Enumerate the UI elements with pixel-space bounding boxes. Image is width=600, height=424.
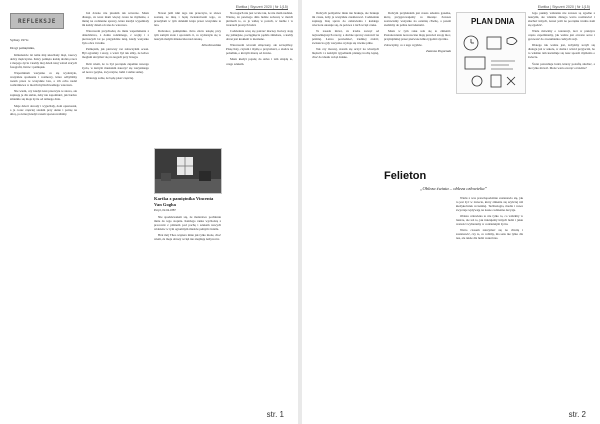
paragraph: Moje dzieci dorosły i wyjechały, dom opustoszał, a ja coraz częściej siadam przy oknie i patrzę na ulicę, po której kiedyś razem spacerowaliśmy.	[10, 103, 77, 116]
paragraph: Warto czasem zatrzymać się na chwilę i zastanowić, czy to, co robimy, ma sens nie tylko dla nas, ale także dla ludzi wokół nas.	[456, 228, 523, 241]
paragraph: Może w tym roku uda się to zmienić. Postanowienia noworoczne mają przecież swoją moc, przynajmniej przez pierwsze kilka tygodni stycznia.	[384, 29, 451, 42]
paragraph: Wiele mówimy o tolerancji, lecz w praktyce często zapominamy, jak ważne jest otwarte serce i gotowość do zrozumienia cudzych racji.	[528, 29, 595, 42]
paragraph: Ta zasada mówi, że trzeba zacząć od najważniejszych rzeczy, a drobne sprawy zostawić na później. Łatwo powiedzieć, trudniej zrobić, zwłaszcza gdy wszystko wydaje się równie pilne.	[312, 29, 379, 46]
paragraph: Dziś wiem, że to był początek zupełnie nowego życia, w którym musiałam nauczyć się wszystkiego od nowa: języka, zwyczajów, ludzi i siebie samej.	[82, 61, 149, 74]
column-1	[10, 11, 77, 118]
paragraph: Dlatego tak ważne jest, żebyśmy uczyli się dialogu już w szkole, w domu i wśród przyjaciół, bo to właśnie tam kształtuje się nasz sposób myślenia o świecie.	[528, 43, 595, 60]
paragraph: Tak czy inaczej, staram się uczyć na własnych błędach i z każdym tygodniem planuję trochę lepiej, choć do ideału wciąż daleko.	[312, 47, 379, 60]
article-heading: Kartka z pamiętnika Vincenta Van Gogha	[154, 196, 214, 207]
paragraph: Na nogach nie jest wcale tak, że nie mam nadziei. Wierzę, że pewnego dnia ludzie zobaczą w moich płótnach to, co ja widzę w polach, w niebie i w twarzach prostych ludzi.	[226, 11, 293, 28]
column-3	[456, 196, 523, 242]
paragraph: Zobaczymy, co z tego wyjdzie.	[384, 43, 423, 48]
paragraph: Brat mój Theo wspiera mnie jak tylko może, choć wiem, że moje obrazy wciąż nie znajdują nabywców.	[154, 233, 221, 242]
feuilleton-header	[384, 170, 523, 194]
column-2	[384, 11, 451, 55]
paragraph: Obiecuję sobie, że będę pisać częściej.	[86, 75, 134, 80]
author-signature: Zuzanna Pogorzała	[425, 49, 451, 54]
masthead-logo	[10, 13, 64, 29]
column-4	[528, 11, 595, 72]
paragraph: Dobrych pomysłów mnie nie brakuje, ale brakuje mi czasu, żeby je wszystkie zrealizować. Codziennie zapisuję listę spraw do załatwienia i każdego wieczoru okazuje się, że połowa z nich wciąż czeka.	[312, 11, 379, 28]
paragraph: Wspominam wszystko co się wydarzyło, wszystkie spotkania i rozmowy, które odbyliśmy razem przez te wszystkie lata, a ich echo nadal rozbrzmiewa w moich myślach każdego wieczoru.	[10, 71, 77, 88]
paragraph: Wielu z was prawdopodobnie zastanawia się, jak to jest żyć w świecie, który zmienia się szybciej niż kiedykolwiek wcześniej. Technologia, media i nowe zwyczaje wpływają na nasze codzienne decyzje.	[456, 196, 523, 213]
author-signature: Julia Kowalska	[201, 43, 221, 48]
column-1	[312, 11, 379, 62]
paragraph: Nie wiem, czy kiedyś ktoś przeczyta te słowa, ale zapisuję je dla siebie, żeby nie zapomnieć, jak bardzo zmieniło się moje życie od tamtego dnia.	[10, 89, 77, 102]
article-date: Paryż, 02.04.1887	[154, 208, 176, 213]
paragraph: Codziennie uczę się patrzeć inaczej. Kolory stają się jaśniejsze, pociągnięcia pędzla śmielsze, a każdy obraz jest krokiem w nieznane.	[226, 29, 293, 42]
page-left	[0, 0, 298, 424]
paragraph: Pamiętam, jak pierwszy raz zobaczyłam ocean. Był ogromny i szary, a wiatr był tak silny, że ledwo mogłam utrzymać się na nogach przy brzegu.	[82, 47, 149, 60]
paragraph: Dobranoc, pamiętniku. Jutro znów usiądę przy tym samym stole i opowiem ci, co wydarzyło się w naszym małym miasteczku nad zatoką.	[154, 29, 221, 42]
section-subtitle: „Obleza świata – obleza człowieka”	[419, 186, 488, 191]
page-right	[302, 0, 600, 424]
section-title: Felieton	[384, 170, 427, 182]
room-photo	[154, 148, 222, 194]
page-header: Elwitka | Styczeń 2020 | Nr 1(15)	[235, 5, 288, 9]
paragraph: Wieczorem wracam zmęczony, ale szczęśliwy. Piszę listy, czytam i myślę o przyszłości, o słońcu na południu, o którym marzę od dawna.	[226, 43, 293, 56]
dateline: Sydney 1971r.	[10, 38, 30, 42]
plan-title: PLAN DNIA	[471, 17, 515, 26]
paragraph: Świat potrzebuje ludzi, którzy potrafią słuchać, a nie tylko mówić. Może warto zacząć od siebie?	[528, 61, 595, 70]
column-4	[226, 11, 293, 68]
column-3-article	[154, 196, 221, 243]
page-header: Elwitka | Styczeń 2020 | Nr 1(15)	[537, 5, 590, 9]
salutation: Drogi pamiętniku,	[10, 46, 35, 50]
column-2	[82, 11, 149, 82]
paragraph: Może kiedyś pojadę do Arles i tam znajdę to, czego szukam.	[226, 57, 293, 66]
page-number: str. 2	[568, 410, 586, 419]
paragraph: Dobrym przykładem jest nasza szkolna gazetka, którą przygotowujemy co miesiąc. Zawsze zostawiamy wszystko na ostatnią chwilę, a potem siedzimy do późna nad tekstami.	[384, 11, 451, 28]
page-number: str. 1	[266, 410, 284, 419]
plan-illustration	[456, 12, 526, 94]
paragraph: Kilkanaście lat temu mój ukochany mąż, rasowy dobry mężczyzna. Który pamięta każdą drobną rzecz z mojego życia i każdy mój dzień tutaj wśród starych fotografii, listów i pamiątek.	[10, 53, 77, 70]
paragraph: Jego punkty widzenia nie zawsze są zgodne z naszymi, ale właśnie dlatego warto rozmawiać i słuchać innych, nawet jeśli na początku trudno nam się zgodzić.	[528, 11, 595, 28]
paragraph: Nie spodziewałem się, że malarstwo pochłonie mnie do tego stopnia. Każdego ranka wychodzę z pracowni z płótnem pod pachą i szukam nowych widoków w tym ogromnym mieście pełnym światła.	[154, 215, 221, 232]
paragraph: Nawet jeśli nikt tego nie przeczyta, te słowa zostaną ze mną i będą świadectwem tego, co przeżyłam w tym dalekim kraju przez wszystkie te lata.	[154, 11, 221, 28]
logo-text: REFLEKSJE	[18, 17, 56, 25]
column-3	[154, 11, 221, 49]
paragraph: Już dawno nie pisałam tak szczerze. Może dlatego, że teraz mam więcej czasu na myślenie, a mniej na codzienne sprawy, które kiedyś wypełniały mi każdy dzień od rana do wieczora.	[82, 11, 149, 28]
paragraph: Obleza człowieka to nie tylko to, co widzimy w lustrze, ale też to, jak traktujemy innych ludzi i jakie wartości wybieramy w codziennym życiu.	[456, 214, 523, 227]
paragraph: Wieczorem przychodzą do mnie wspomnienia z dzieciństwa, z domu rodzinnego, z wojny i z pierwszych lat po przyjeździe tutaj, kiedy wszystko było obce i trudne.	[82, 29, 149, 46]
room-photo-image	[155, 149, 221, 193]
